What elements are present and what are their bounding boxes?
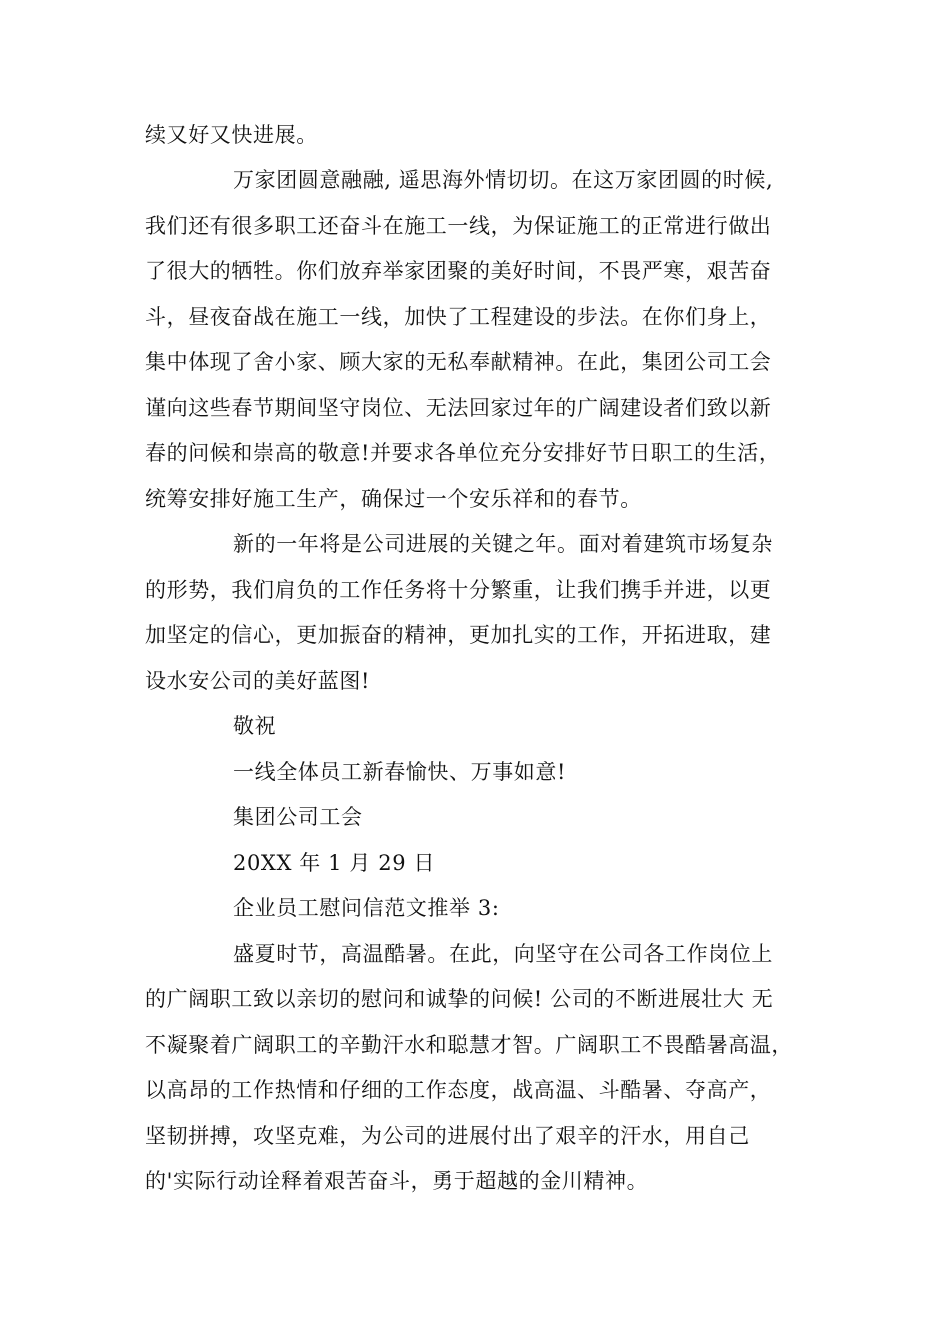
body-text-line: 谨向这些春节期间坚守岗位、无法回家过年的广阔建设者们致以新 [145,396,772,420]
signature-date: 20XX 年 1 月 29 日 [233,851,436,875]
paragraph-first-line: 新的一年将是公司进展的关键之年。面对着建筑市场复杂 [233,532,773,556]
body-text-line: 的形势，我们肩负的工作任务将十分繁重，让我们携手并进，以更 [145,578,772,602]
body-text-line: 春的问候和崇高的敬意!并要求各单位充分安排好节日职工的生活， [145,441,781,465]
closing-wishes: 一线全体员工新春愉快、万事如意! [233,760,567,784]
section-heading: 企业员工慰问信范文推举 3: [233,896,500,920]
body-text-line: 加坚定的信心，更加振奋的精神，更加扎实的工作，开拓进取，建 [145,623,772,647]
paragraph-first-line: 盛夏时节，高温酷暑。在此，向坚守在公司各工作岗位上 [233,942,773,966]
body-text-line: 统筹安排好施工生产，确保过一个安乐祥和的春节。 [145,487,642,511]
body-text-line: 以高昂的工作热情和仔细的工作态度，战高温、斗酷暑、夺高产， [145,1078,772,1102]
body-text-line: 的'实际行动诠释着艰苦奋斗，勇于超越的金川精神。 [145,1169,649,1193]
body-text-line: 我们还有很多职工还奋斗在施工一线，为保证施工的正常进行做出 [145,214,772,238]
paragraph-first-line: 万家团圆意融融, 遥思海外情切切。在这万家团圆的时候, [233,168,774,192]
body-text-line: 不凝聚着广阔职工的辛勤汗水和聪慧才智。广阔职工不畏酷暑高温， [145,1033,793,1057]
body-text-line: 坚韧拼搏，攻坚克难，为公司的进展付出了艰辛的汗水，用自己 [145,1124,750,1148]
body-text-line: 续又好又快进展。 [145,123,318,147]
signature-sender: 集团公司工会 [233,805,363,829]
body-text-line: 集中体现了舍小家、顾大家的无私奉献精神。在此，集团公司工会 [145,350,772,374]
body-text-line: 的广阔职工致以亲切的慰问和诚挚的问候! 公司的不断进展壮大 无 [145,987,774,1011]
body-text-line: 斗，昼夜奋战在施工一线，加快了工程建设的步法。在你们身上， [145,305,772,329]
body-text-line: 了很大的牺牲。你们放弃举家团聚的美好时间，不畏严寒，艰苦奋 [145,259,772,283]
closing-salutation: 敬祝 [233,714,277,738]
body-text-line: 设水安公司的美好蓝图! [145,669,371,693]
